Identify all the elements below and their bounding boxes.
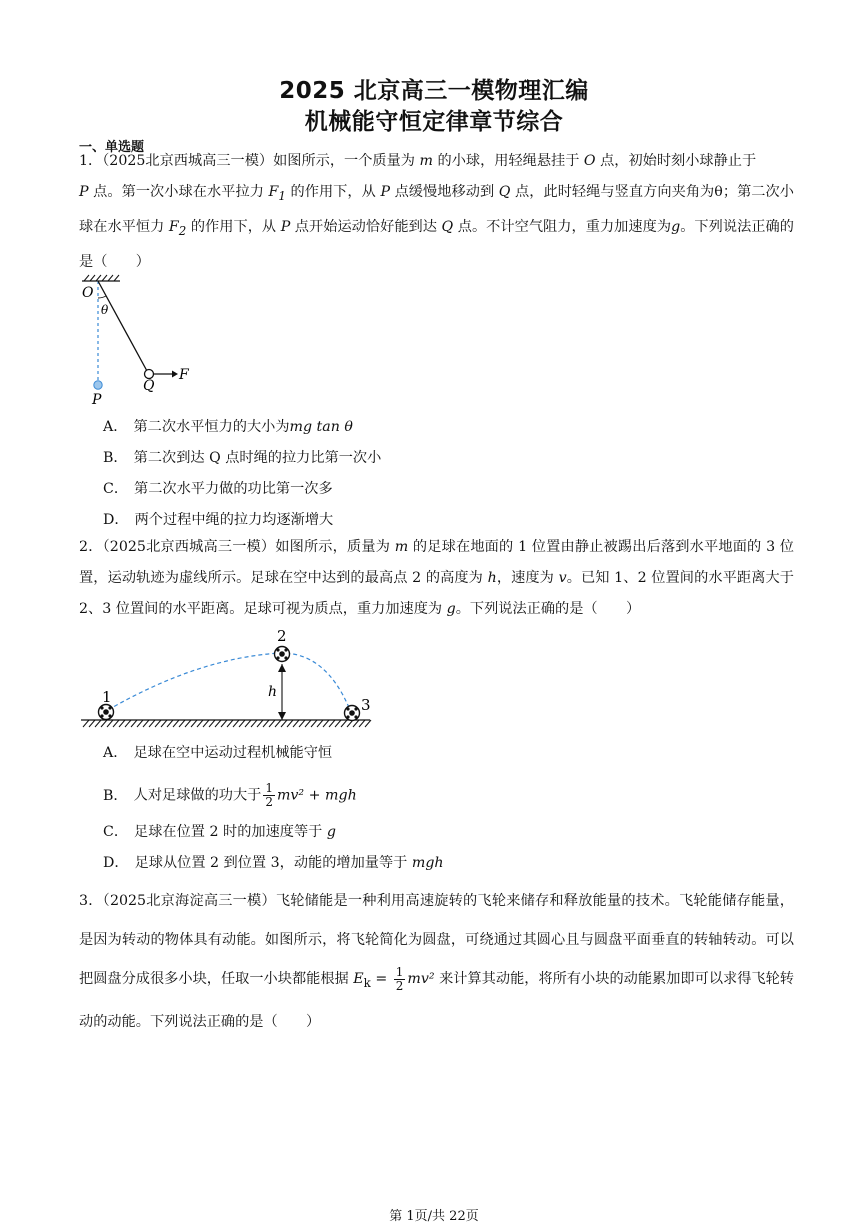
section-heading: 一、单选题 [79,140,145,155]
hatch-mark [155,720,161,727]
hatch-mark [113,720,119,727]
trajectory-curve [108,653,350,710]
label-theta: θ [101,303,109,317]
pendulum-figure [78,270,198,410]
label-1: 1 [102,688,112,706]
hatch-mark [239,720,245,727]
document-title: 2025 北京高三一模物理汇编 [279,78,589,104]
label-h: h [268,684,278,700]
document-subtitle: 机械能守恒定律章节综合 [304,109,564,135]
option-d[interactable]: D． 足球从位置 2 到位置 3，动能的增加量等于 mgh [103,855,444,871]
fraction: $\frac{1}{2}$ [395,964,404,993]
hatch-mark [341,720,347,727]
hatch-mark [131,720,137,727]
hatch-mark [359,720,365,727]
hatch-mark [287,720,293,727]
height-arrow-top [278,664,286,672]
hatch-mark [233,720,239,727]
hatch-mark [125,720,131,727]
question-number: 3． [79,893,103,909]
label-3: 3 [361,696,371,714]
string-to-q [98,281,147,371]
hatch-mark [299,720,305,727]
hatch-mark [209,720,215,727]
question-2-stem: 2．（2025北京西城高三一模）如图所示，质量为 m 的足球在地面的 1 位置由静止被踢出后落到水平地面的 3 位置，运动轨迹为虚线所示。足球在空中达到的最高点 2 的高度为 h，速度为 v。已知 1、2 位置间的水平距离大于 2、3 位置间的水平距离。足球可视为质点，重力加速度为 g。下列说法正确的是（ ） [79,539,794,617]
label-p: P [92,392,102,408]
page-footer: 第 1页/共 22页 [389,1209,479,1224]
hatch-mark [95,720,101,727]
hatch-mark [329,720,335,727]
hatch-mark [83,720,89,727]
hatch-mark [185,720,191,727]
hatch-mark [119,720,125,727]
hatch-mark [251,720,257,727]
hatch-mark [215,720,221,727]
hatch-mark [137,720,143,727]
question-source: （2025北京西城高三一模） [102,153,274,169]
hatch-mark [335,720,341,727]
question-1-stem: 1．（2025北京西城高三一模）如图所示，一个质量为 m 的小球，用轻绳悬挂于 O 点，初始时刻小球静止于 P 点。第一次小球在水平拉力 $F_1$ 的作用下，从 P 点缓慢地移动到 Q 点，此时轻绳与竖直方向夹角为θ；第二次小球在水平恒力 $F_2$ 的作用下，从 P 点开始运动恰好能到达 Q 点。不计空气阻力，重力加速度为g。下列说法正确的是（ ） [79,153,794,270]
ball-1 [99,705,114,720]
hatch-mark [317,720,323,727]
hatch-mark [167,720,173,727]
hatch-mark [173,720,179,727]
option-b[interactable]: B． 第二次到达 Q 点时绳的拉力比第一次小 [103,450,382,466]
option-a[interactable]: A． 第二次水平恒力的大小为mg tan θ [103,419,353,435]
ball-2 [275,647,290,662]
hatch-mark [227,720,233,727]
force-arrow-head [172,371,178,378]
hatch-mark [281,720,287,727]
hatch-mark [143,720,149,727]
hatch-mark [257,720,263,727]
hatch-mark [101,720,107,727]
label-f: F [179,367,189,383]
hatch-mark [245,720,251,727]
hatch-mark [353,720,359,727]
hatch-mark [191,720,197,727]
question-number: 1． [79,153,103,169]
hatch-mark [323,720,329,727]
hatch-mark [197,720,203,727]
hatch-mark [275,720,281,727]
hatch-mark [311,720,317,727]
option-b[interactable]: B． 人对足球做的功大于 $\frac{1}{2}$ mv² + mgh [103,781,357,809]
question-3-stem: 3．（2025北京海淀高三一模）飞轮储能是一种利用高速旋转的飞轮来储存和释放能量的技术。飞轮能储存能量，是因为转动的物体具有动能。如图所示，将飞轮简化为圆盘，可绕通过其圆心且与圆盘平面垂直的转轴转动。可以把圆盘分成很多小块，任取一小块都能根据 $E_k$ = $\frac{1}{2}$ mv² 来计算其动能，将所有小块的动能累加即可以求得飞轮转动的动能。下列说法正确的是（ ） [79,893,794,1030]
label-2: 2 [277,627,287,645]
option-d[interactable]: D． 两个过程中绳的拉力均逐渐增大 [103,512,334,528]
option-c[interactable]: C． 足球在位置 2 时的加速度等于 g [103,824,336,840]
hatch-mark [179,720,185,727]
hatch-mark [263,720,269,727]
trajectory-figure [78,624,378,734]
hatch-mark [293,720,299,727]
label-q: Q [143,378,155,394]
angle-arc [98,296,106,298]
question-source: （2025北京海淀高三一模） [102,893,276,909]
height-arrow-bottom [278,712,286,720]
ground-hatch [83,720,371,727]
question-source: （2025北京西城高三一模） [102,539,276,555]
ceiling-hatch [84,275,119,281]
fraction: $\frac{1}{2}$ [265,781,273,809]
hatch-mark [161,720,167,727]
label-o: O [82,285,94,301]
option-a[interactable]: A． 足球在空中运动过程机械能守恒 [103,745,333,761]
hatch-mark [89,720,95,727]
option-c[interactable]: C． 第二次水平力做的功比第一次多 [103,481,333,497]
hatch-mark [305,720,311,727]
hatch-mark [149,720,155,727]
ball-3 [345,706,360,721]
hatch-mark [269,720,275,727]
hatch-mark [221,720,227,727]
ball-at-p [94,381,102,389]
hatch-mark [365,720,371,727]
hatch-mark [107,720,113,727]
question-number: 2． [79,539,103,555]
hatch-mark [203,720,209,727]
